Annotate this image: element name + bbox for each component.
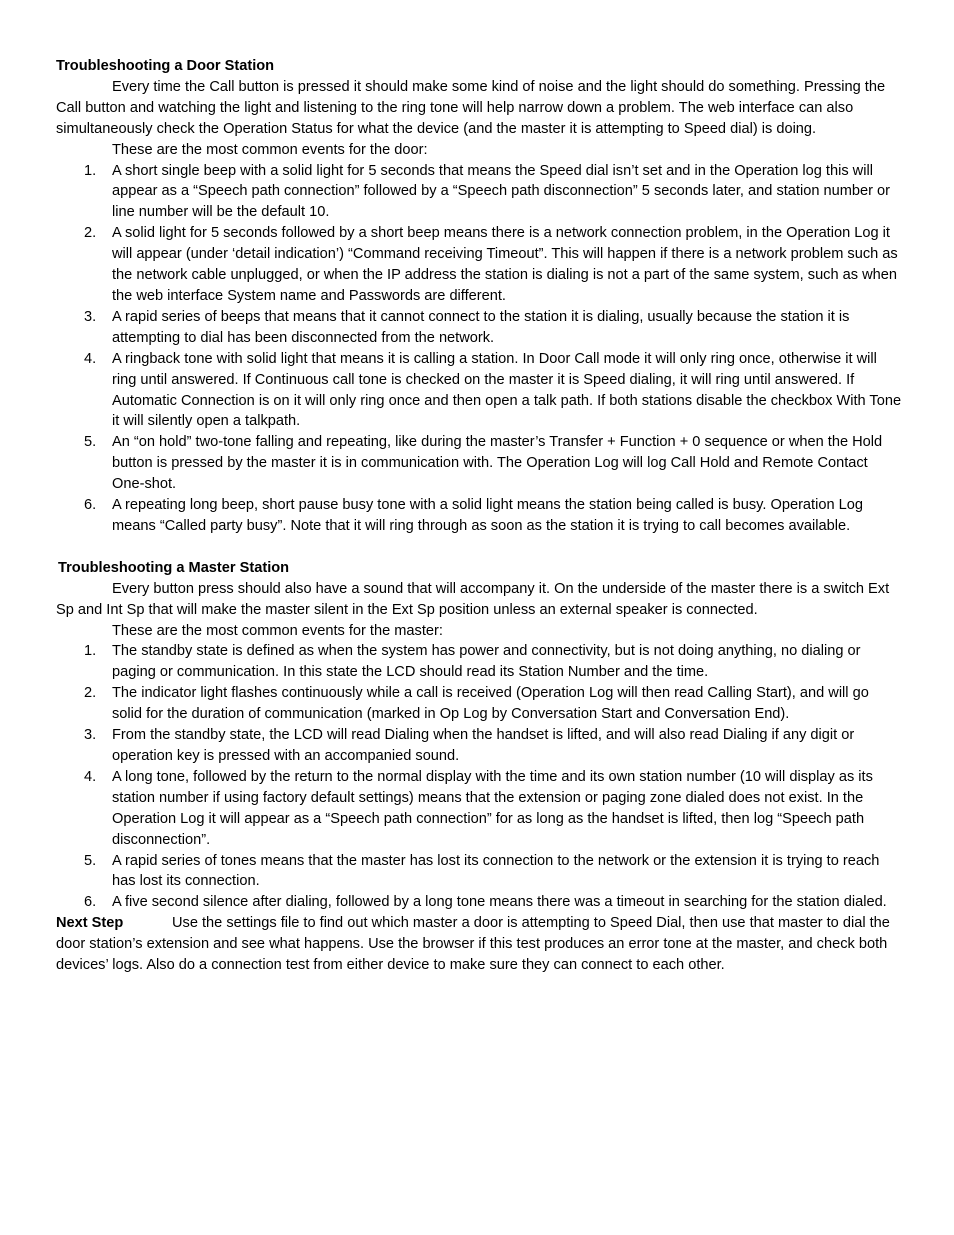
- door-events-intro: These are the most common events for the door:: [112, 141, 428, 158]
- list-item: 3. A rapid series of beeps that means that it cannot connect to the station it is dialing, usually because the station it is attempting to dial has been disconnected from the network.: [84, 308, 850, 346]
- master-station-paragraph: Every button press should also have a sound that will accompany it. On the underside of the master there is a switch Ext Sp and Int Sp that will make the master silent in the Ext Sp position unless an external speaker is connected.: [56, 580, 890, 618]
- list-item: 5. A rapid series of tones means that the master has lost its connection to the network or the extension it is trying to reach has lost its connection.: [84, 852, 880, 890]
- list-item: 1. The standby state is defined as when the system has power and connectivity, but is not doing anything, no dialing or paging or communication. In this state the LCD should read its Station Number and the time.: [84, 643, 861, 681]
- next-step-paragraph: [56, 913, 902, 976]
- master-station-heading: Troubleshooting a Master Station: [58, 559, 290, 576]
- door-events-list: [56, 161, 902, 537]
- door-station-paragraph: Every time the Call button is pressed it should make some kind of noise and the light should do something. Pressing the Call button and watching the light and listening to the ring tone will help narrow down a problem. The web interface can also simultaneously check the Operation Status for what the device (and the master it is attempting to Speed dial) is doing.: [56, 78, 886, 137]
- document-page: [56, 56, 902, 976]
- list-item: 2. A solid light for 5 seconds followed by a short beep means there is a network connection problem, in the Operation Log it will appear (under ‘detail indication’) “Command receiving Timeout”. This will happen if there is a network problem such as the network cable unplugged, or when the IP address the station is dialing is not a part of the same system, such as when the web interface System name and Passwords are different.: [84, 225, 898, 304]
- list-item: 5. An “on hold” two-tone falling and repeating, like during the master’s Transfer + Function + 0 sequence or when the Hold button is pressed by the master it is in communication with. The Operation Log will log Call Hold and Remote Contact One-shot.: [84, 434, 883, 493]
- next-step-label: Next Step: [56, 915, 124, 932]
- list-item: 6. A repeating long beep, short pause busy tone with a solid light means the station being called is busy. Operation Log means “Called party busy”. Note that it will ring through as soon as the station it is trying to call becomes available.: [84, 497, 863, 534]
- section-spacer: [56, 537, 902, 558]
- master-events-intro: These are the most common events for the master:: [112, 622, 443, 639]
- list-item: 6. A five second silence after dialing, followed by a long tone means there was a timeout in searching for the station dialed.: [84, 894, 887, 911]
- door-station-heading: Troubleshooting a Door Station: [56, 58, 275, 74]
- master-events-list: [56, 641, 902, 913]
- list-item: 2. The indicator light flashes continuously while a call is received (Operation Log will then read Calling Start), and will go solid for the duration of communication (marked in Op Log by Conversation Start and Conversation End).: [84, 685, 869, 723]
- next-step-text: Use the settings file to find out which master a door is attempting to Speed Dial, then use that master to dial the door station’s extension and see what happens. Use the browser if this test produces an error tone at the master, and check both devices’ logs. Also do a connection test from either device to make sure they can connect to each other.: [56, 915, 890, 974]
- list-item: 3. From the standby state, the LCD will read Dialing when the handset is lifted, and will also read Dialing if any digit or operation key is pressed with an accompanied sound.: [84, 727, 855, 764]
- list-item: 4. A ringback tone with solid light that means it is calling a station. In Door Call mode it will only ring once, otherwise it will ring until answered. If Continuous call tone is checked on the master it is Speed dialing, it will ring until answered. If Automatic Connection is on it will only ring once and then open a talk path. If both stations disable the checkbox With Tone it will silently open a talkpath.: [84, 350, 902, 430]
- list-item: 4. A long tone, followed by the return to the normal display with the time and its own station number (10 will display as its station number if using factory default settings) means that the extension or paging zone dialed does not exist. In the Operation Log it will appear as a “Speech path connection” for as long as the handset is lifted, then log “Speech path disconnection”.: [84, 768, 873, 848]
- list-item: 1. A short single beep with a solid light for 5 seconds that means the Speed dial isn’t set and in the Operation log this will appear as a “Speech path connection” followed by a “Speech path disconnection” 5 seconds later, and station number or line number will be the default 10.: [84, 162, 891, 221]
